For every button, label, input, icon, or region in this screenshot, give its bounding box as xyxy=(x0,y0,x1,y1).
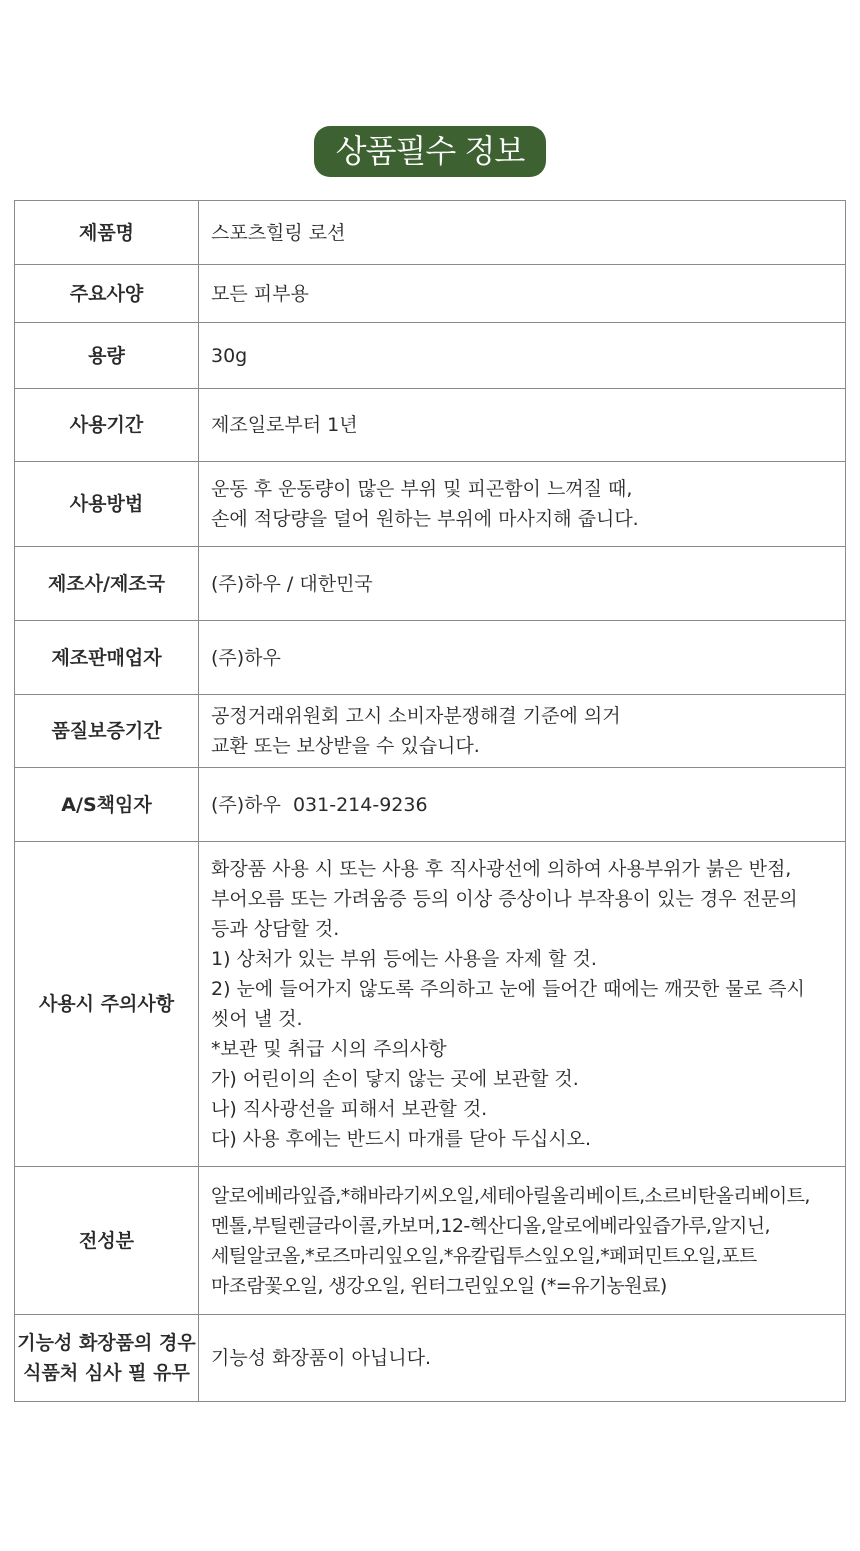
row-label: 사용시 주의사항 xyxy=(15,842,199,1167)
title-wrap xyxy=(0,126,860,177)
label-line: 식품처 심사 필 유무 xyxy=(23,1362,190,1384)
value-line: 알로에베라잎즙,*해바라기씨오일,세테아릴올리베이트,소르비탄올리베이트, xyxy=(211,1184,810,1207)
row-label: 주요사양 xyxy=(15,265,199,323)
value-line: 세틸알코올,*로즈마리잎오일,*유칼립투스잎오일,*페퍼민트오일,포트 xyxy=(211,1244,757,1267)
table-row xyxy=(15,201,846,265)
label-line: 기능성 화장품의 경우 xyxy=(17,1332,196,1354)
value-line: (주)하우 / 대한민국 xyxy=(211,572,373,595)
value-line: 부어오름 또는 가려움증 등의 이상 증상이나 부작용이 있는 경우 전문의 xyxy=(211,888,798,910)
value-line: 손에 적당량을 덜어 원하는 부위에 마사지해 줍니다. xyxy=(211,508,639,530)
row-value xyxy=(199,323,846,389)
table-row xyxy=(15,547,846,621)
value-line: 제조일로부터 1년 xyxy=(211,414,358,436)
value-line: 공정거래위원회 고시 소비자분쟁해결 기준에 의거 xyxy=(211,705,621,727)
table-row xyxy=(15,695,846,768)
value-line: 나) 직사광선을 피해서 보관할 것. xyxy=(211,1098,488,1120)
row-value xyxy=(199,621,846,695)
row-label: 사용기간 xyxy=(15,389,199,462)
row-value xyxy=(199,842,846,1167)
row-label: 전성분 xyxy=(15,1167,199,1315)
row-value xyxy=(199,695,846,768)
table-row xyxy=(15,842,846,1167)
table-row xyxy=(15,1315,846,1402)
row-label xyxy=(15,1315,199,1402)
row-value xyxy=(199,1167,846,1315)
row-label: 용량 xyxy=(15,323,199,389)
row-label: 품질보증기간 xyxy=(15,695,199,768)
product-info-table xyxy=(14,200,846,1402)
row-value xyxy=(199,265,846,323)
value-line: 가) 어린이의 손이 닿지 않는 곳에 보관할 것. xyxy=(211,1068,579,1090)
value-line: 운동 후 운동량이 많은 부위 및 피곤함이 느껴질 때, xyxy=(211,478,633,500)
table-row xyxy=(15,1167,846,1315)
row-label: A/S책임자 xyxy=(15,768,199,842)
value-line: 멘톨,부틸렌글라이콜,카보머,12-헥산디올,알로에베라잎즙가루,알지닌, xyxy=(211,1214,770,1237)
value-line: 기능성 화장품이 아닙니다. xyxy=(211,1347,432,1369)
value-line: 등과 상담할 것. xyxy=(211,918,340,940)
value-line: (주)하우 031-214-9236 xyxy=(211,793,428,816)
value-line: *보관 및 취급 시의 주의사항 xyxy=(211,1038,447,1060)
value-line: 1) 상처가 있는 부위 등에는 사용을 자제 할 것. xyxy=(211,948,597,970)
value-line: 씻어 낼 것. xyxy=(211,1008,303,1030)
row-value xyxy=(199,768,846,842)
row-value xyxy=(199,547,846,621)
row-label: 제품명 xyxy=(15,201,199,265)
value-line: 2) 눈에 들어가지 않도록 주의하고 눈에 들어간 때에는 깨끗한 물로 즉시 xyxy=(211,978,805,1000)
value-line: 교환 또는 보상받을 수 있습니다. xyxy=(211,735,480,757)
table-row xyxy=(15,768,846,842)
table-row xyxy=(15,265,846,323)
row-label: 사용방법 xyxy=(15,462,199,547)
row-label: 제조판매업자 xyxy=(15,621,199,695)
table-row xyxy=(15,621,846,695)
value-line: 30g xyxy=(211,344,248,367)
row-value xyxy=(199,1315,846,1402)
value-line: 화장품 사용 시 또는 사용 후 직사광선에 의하여 사용부위가 붉은 반점, xyxy=(211,858,792,880)
value-line: 다) 사용 후에는 반드시 마개를 닫아 두십시오. xyxy=(211,1128,592,1150)
table-row xyxy=(15,389,846,462)
row-value xyxy=(199,462,846,547)
row-value xyxy=(199,201,846,265)
row-value xyxy=(199,389,846,462)
value-line: (주)하우 xyxy=(211,646,281,669)
row-label: 제조사/제조국 xyxy=(15,547,199,621)
page-title: 상품필수 정보 xyxy=(314,126,547,177)
table-row xyxy=(15,323,846,389)
table-row xyxy=(15,462,846,547)
value-line: 마조람꽃오일, 생강오일, 윈터그린잎오일 (*=유기농원료) xyxy=(211,1274,667,1297)
value-line: 스포츠힐링 로션 xyxy=(211,221,346,244)
value-line: 모든 피부용 xyxy=(211,282,309,305)
